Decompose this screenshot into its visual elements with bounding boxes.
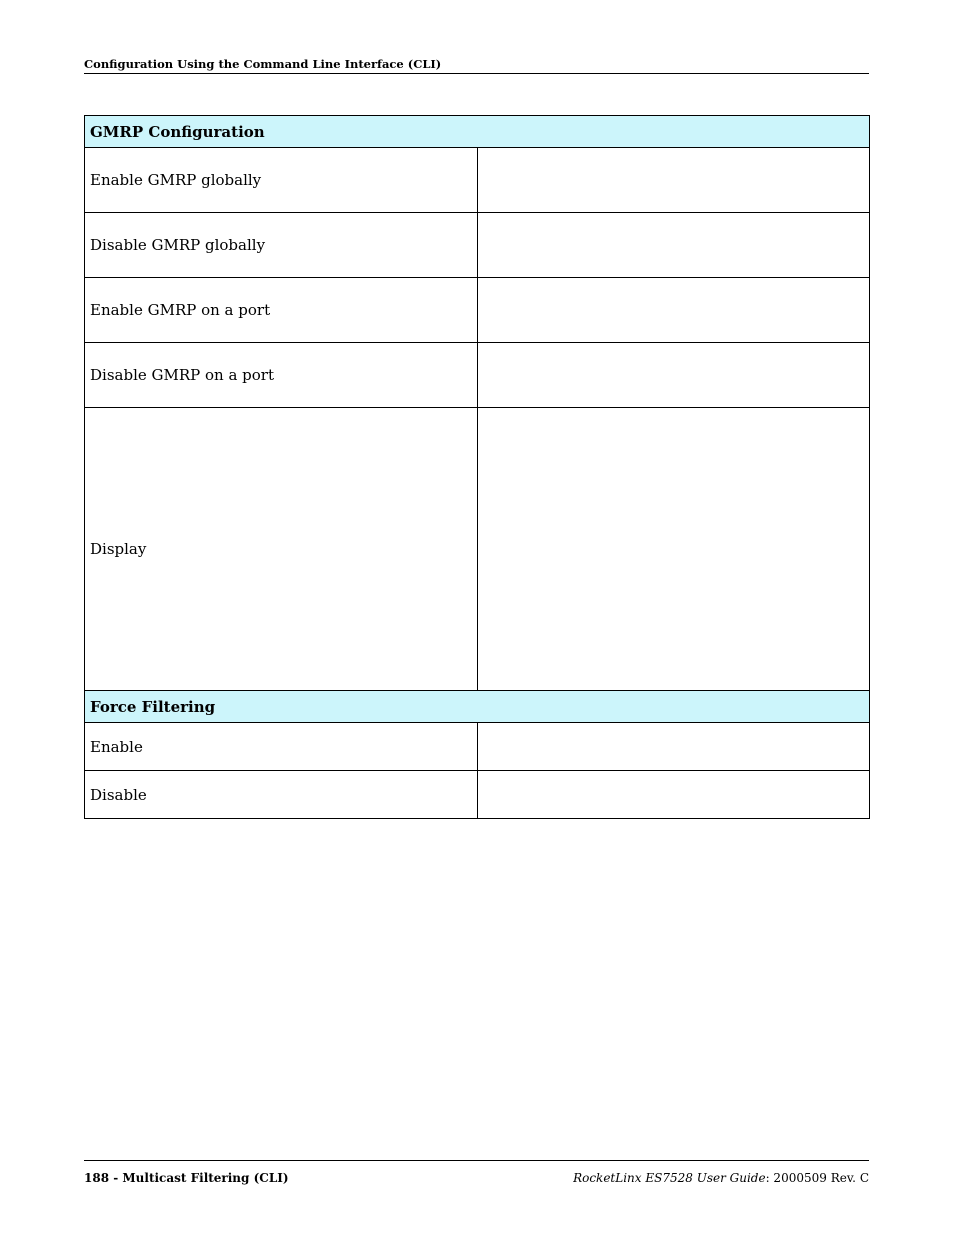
- section-header-gmrp-configuration: [85, 116, 870, 148]
- row-label: Enable: [85, 723, 478, 771]
- row-command: [477, 408, 870, 691]
- table-row: [85, 148, 870, 213]
- row-label: Disable GMRP globally: [85, 213, 478, 278]
- section-title: GMRP Configuration: [85, 116, 870, 148]
- row-label: Display: [85, 408, 478, 691]
- table-row: [85, 213, 870, 278]
- running-header: Configuration Using the Command Line Interface (CLI): [84, 56, 869, 74]
- document-revision: : 2000509 Rev. C: [765, 1171, 869, 1185]
- row-command: [477, 723, 870, 771]
- row-command: [477, 771, 870, 819]
- product-guide-title: RocketLinx ES7528 User Guide: [573, 1171, 766, 1185]
- row-label: Enable GMRP globally: [85, 148, 478, 213]
- cli-command-table: [84, 115, 870, 819]
- table-row: [85, 408, 870, 691]
- section-header-force-filtering: [85, 691, 870, 723]
- row-label: Disable: [85, 771, 478, 819]
- running-footer: [84, 1160, 869, 1185]
- table-row: [85, 343, 870, 408]
- table-row: [85, 723, 870, 771]
- table-row: [85, 278, 870, 343]
- row-label: Disable GMRP on a port: [85, 343, 478, 408]
- row-command: [477, 148, 870, 213]
- section-title: Force Filtering: [85, 691, 870, 723]
- table-row: [85, 771, 870, 819]
- row-label: Enable GMRP on a port: [85, 278, 478, 343]
- row-command: [477, 213, 870, 278]
- page-number-section: 188 - Multicast Filtering (CLI): [84, 1171, 289, 1185]
- row-command: [477, 343, 870, 408]
- row-command: [477, 278, 870, 343]
- document-id: [573, 1171, 869, 1185]
